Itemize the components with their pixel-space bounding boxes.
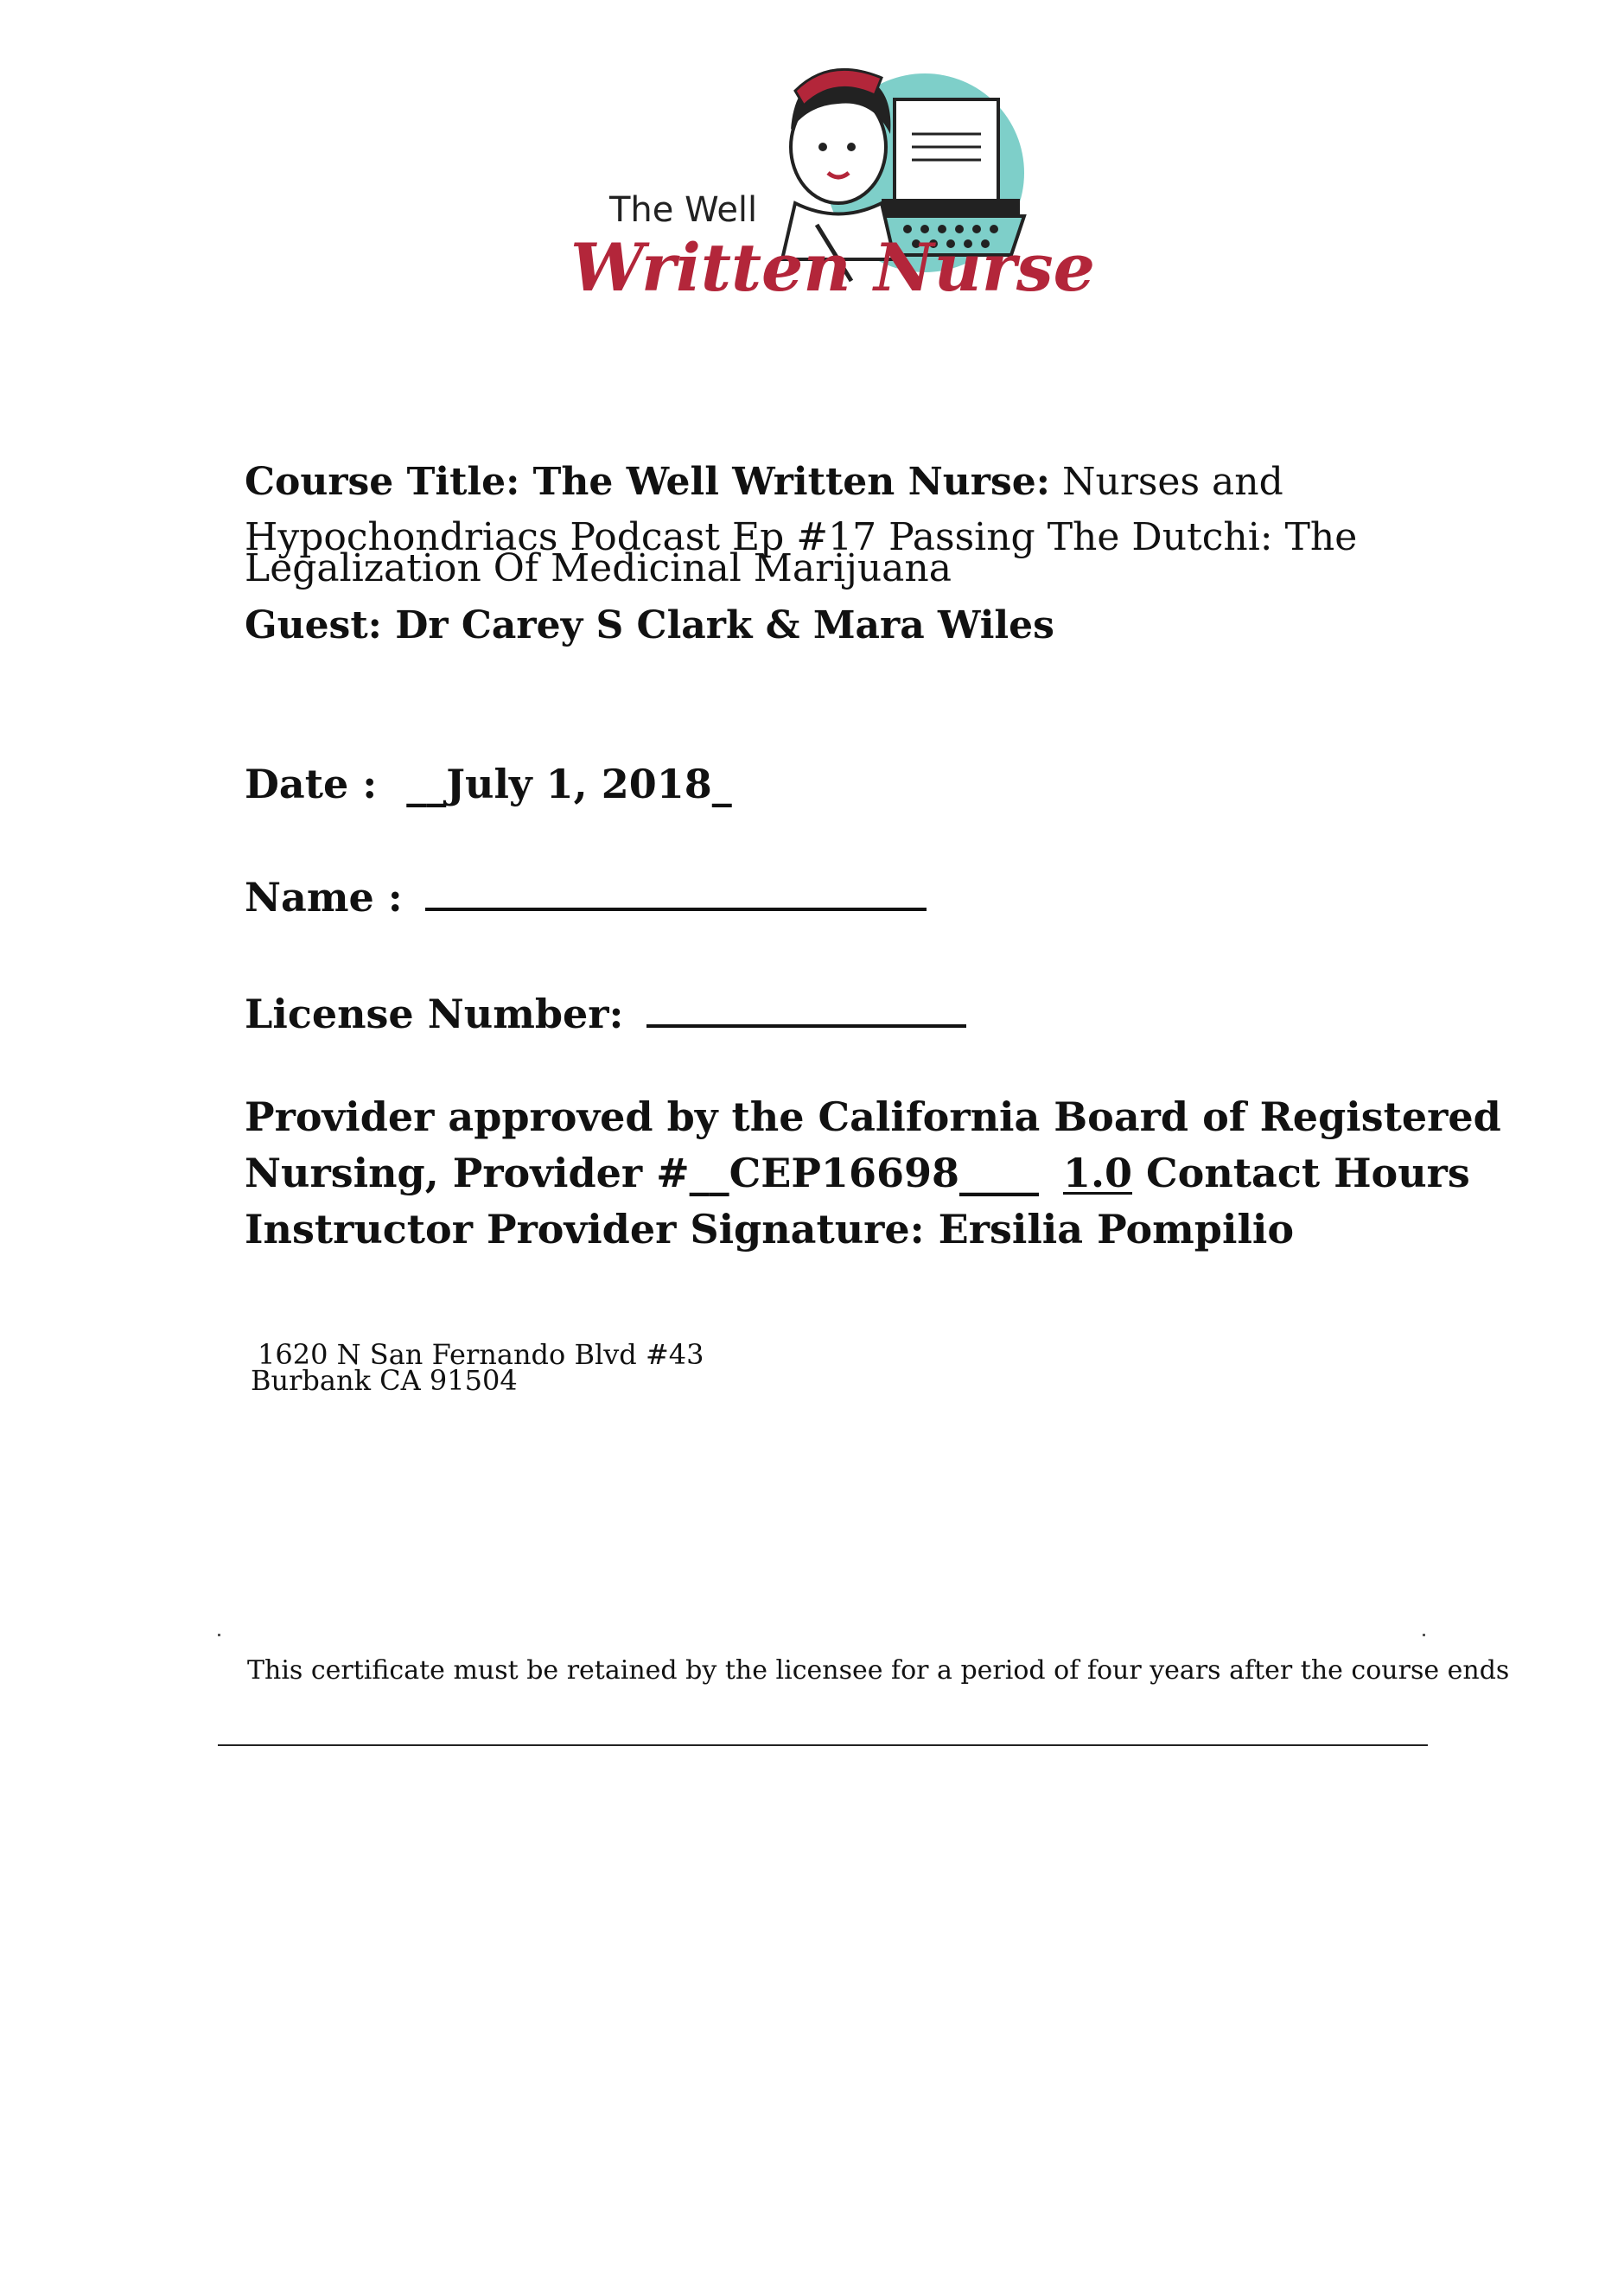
course-title-line2: Hypochondriacs Podcast Ep #17 Passing The Dutchi: The xyxy=(245,515,1358,559)
name-row xyxy=(245,873,927,921)
date-row xyxy=(245,761,732,807)
course-title-line3: Legalization Of Medicinal Marijuana xyxy=(245,546,952,590)
license-row xyxy=(245,990,966,1037)
guest-line: Guest: Dr Carey S Clark & Mara Wiles xyxy=(245,603,1054,647)
bottom-divider xyxy=(218,1744,1428,1746)
name-label: Name : xyxy=(245,874,403,921)
provider-line2 xyxy=(245,1150,1470,1196)
address-line1: 1620 N San Fernando Blvd #43 xyxy=(258,1338,704,1371)
provider-number-prefix: Nursing, Provider # xyxy=(245,1150,690,1196)
provider-number: __CEP16698____ xyxy=(689,1150,1039,1196)
logo-text-script: Written Nurse xyxy=(570,229,1096,306)
provider-signature-line: Instructor Provider Signature: Ersilia Pompilio xyxy=(245,1206,1295,1253)
name-blank-field[interactable] xyxy=(425,873,927,911)
logo-text-top: The Well xyxy=(609,190,758,230)
license-label: License Number: xyxy=(245,991,624,1037)
license-blank-field[interactable] xyxy=(646,990,966,1028)
contact-hours-value: 1.0 xyxy=(1062,1150,1133,1196)
date-label: Date : xyxy=(245,761,378,807)
corner-mark-right xyxy=(1423,1634,1425,1636)
date-value: __July 1, 2018_ xyxy=(406,761,732,807)
logo xyxy=(553,52,1096,346)
retention-notice: This certificate must be retained by the licensee for a period of four years after the course ends xyxy=(247,1655,1510,1686)
course-title-label: Course Title: The Well Written Nurse: xyxy=(245,460,1050,504)
course-title-line1 xyxy=(245,460,1283,504)
contact-hours-label: Contact Hours xyxy=(1146,1150,1470,1196)
provider-line1: Provider approved by the California Board of Registered xyxy=(245,1093,1501,1140)
course-title-part1: Nurses and xyxy=(1061,460,1283,504)
address-line2: Burbank CA 91504 xyxy=(251,1364,518,1397)
corner-mark-left xyxy=(218,1634,220,1636)
